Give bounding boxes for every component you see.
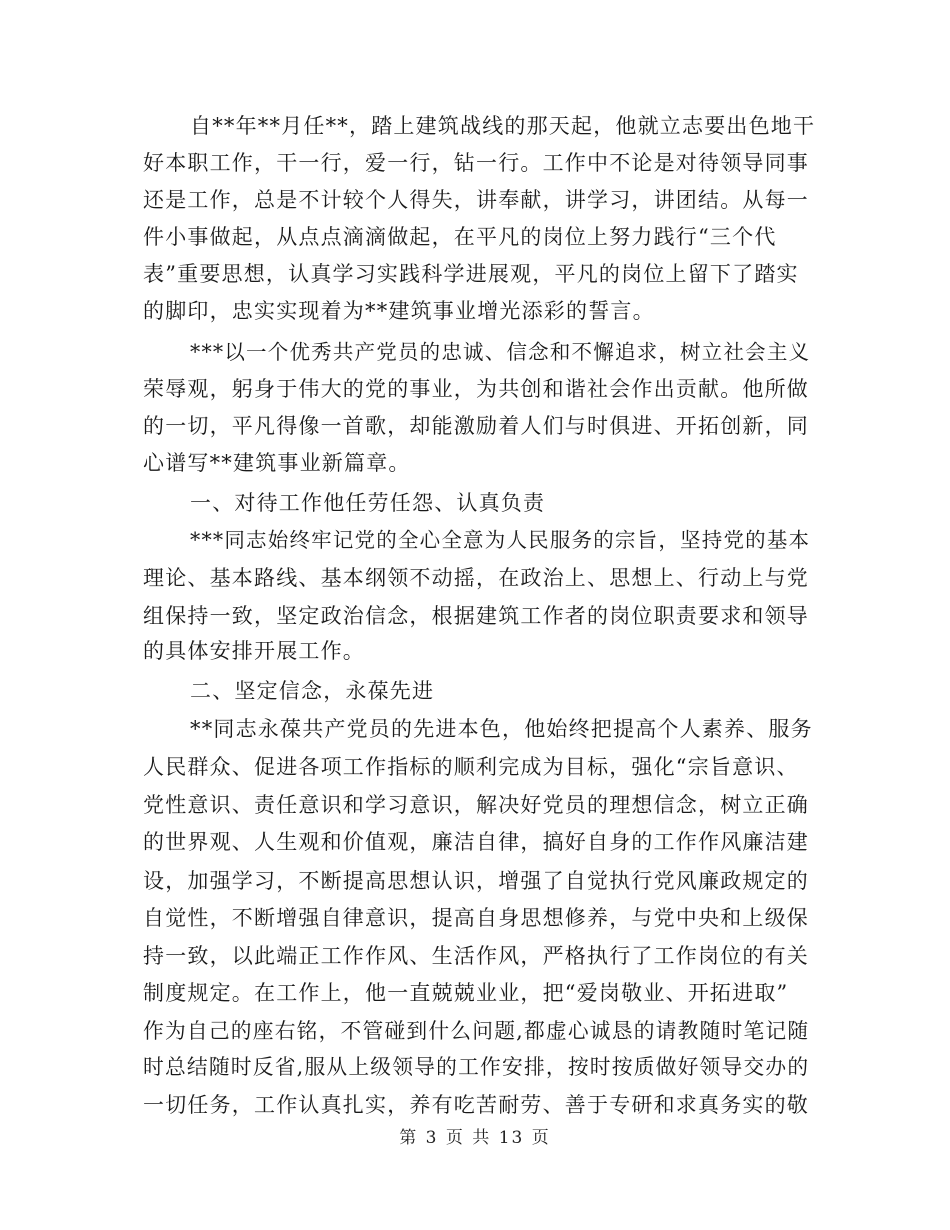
- paragraph-4-line-7: 持一致，以此端正工作作风、生活作风，严格执行了工作岗位的有关: [143, 944, 809, 968]
- paragraph-4-line-5: 设，加强学习，不断提高思想认识，增强了自觉执行党风廉政规定的: [143, 869, 809, 893]
- paragraph-4-line-6: 自觉性，不断增强自律意识，提高自身思想修养，与党中央和上级保: [143, 906, 809, 930]
- paragraph-4-line-9: 作为自己的座右铭，不管碰到什么问题,都虚心诚恳的请教随时笔记随: [143, 1019, 810, 1043]
- paragraph-2-line-1: ***以一个优秀共产党员的忠诚、信念和不懈追求，树立社会主义: [190, 340, 811, 364]
- paragraph-3-line-2: 理论、基本路线、基本纲领不动摇，在政治上、思想上、行动上与党: [143, 566, 809, 590]
- paragraph-4-line-4: 的世界观、人生观和价值观，廉洁自律，搞好自身的工作作风廉洁建: [143, 830, 809, 854]
- section-heading-1: 一、对待工作他任劳任怨、认真负责: [190, 491, 546, 515]
- paragraph-1-line-3: 还是工作，总是不计较个人得失，讲奉献，讲学习，讲团结。从每一: [143, 188, 809, 212]
- paragraph-4-line-3: 党性意识、责任意识和学习意识，解决好党员的理想信念，树立正确: [143, 793, 809, 817]
- paragraph-4-line-10: 时总结随时反省,服从上级领导的工作安排，按时按质做好领导交办的: [143, 1055, 810, 1079]
- paragraph-3-line-1: ***同志始终牢记党的全心全意为人民服务的宗旨，坚持党的基本: [190, 528, 811, 552]
- paragraph-4-line-8: 制度规定。在工作上，他一直兢兢业业，把“爱岗敬业、开拓进取”: [143, 981, 789, 1005]
- paragraph-4-line-2: 人民群众、促进各项工作指标的顺利完成为目标，强化“宗旨意识、: [143, 755, 799, 779]
- paragraph-2-line-2: 荣辱观，躬身于伟大的党的事业，为共创和谐社会作出贡献。他所做: [143, 377, 809, 401]
- paragraph-4-line-11: 一切任务，工作认真扎实，养有吃苦耐劳、善于专研和求真务实的敬: [143, 1093, 809, 1117]
- paragraph-1-line-4: 件小事做起，从点点滴滴做起，在平凡的岗位上努力践行“三个代: [143, 225, 777, 249]
- paragraph-1-line-1: 自**年**月任**，踏上建筑战线的那天起，他就立志要出色地干: [190, 114, 816, 138]
- paragraph-1-line-6: 的脚印，忠实实现着为**建筑事业增光添彩的誓言。: [143, 299, 655, 323]
- paragraph-4-line-1: **同志永葆共产党员的先进本色，他始终把提高个人素养、服务: [190, 717, 813, 741]
- paragraph-3-line-3: 组保持一致，坚定政治信念，根据建筑工作者的岗位职责要求和领导: [143, 604, 809, 628]
- paragraph-1-line-2: 好本职工作，干一行，爱一行，钻一行。工作中不论是对待领导同事: [143, 151, 809, 175]
- paragraph-2-line-4: 心谱写**建筑事业新篇章。: [143, 451, 411, 475]
- section-heading-2: 二、坚定信念，永葆先进: [190, 679, 435, 703]
- paragraph-2-line-3: 的一切，平凡得像一首歌，却能激励着人们与时俱进、开拓创新，同: [143, 414, 809, 438]
- paragraph-1-line-5: 表”重要思想，认真学习实践科学进展观，平凡的岗位上留下了踏实: [143, 262, 799, 286]
- paragraph-3-line-4: 的具体安排开展工作。: [143, 639, 365, 663]
- page-footer: 第 3 页 共 13 页: [399, 1128, 551, 1148]
